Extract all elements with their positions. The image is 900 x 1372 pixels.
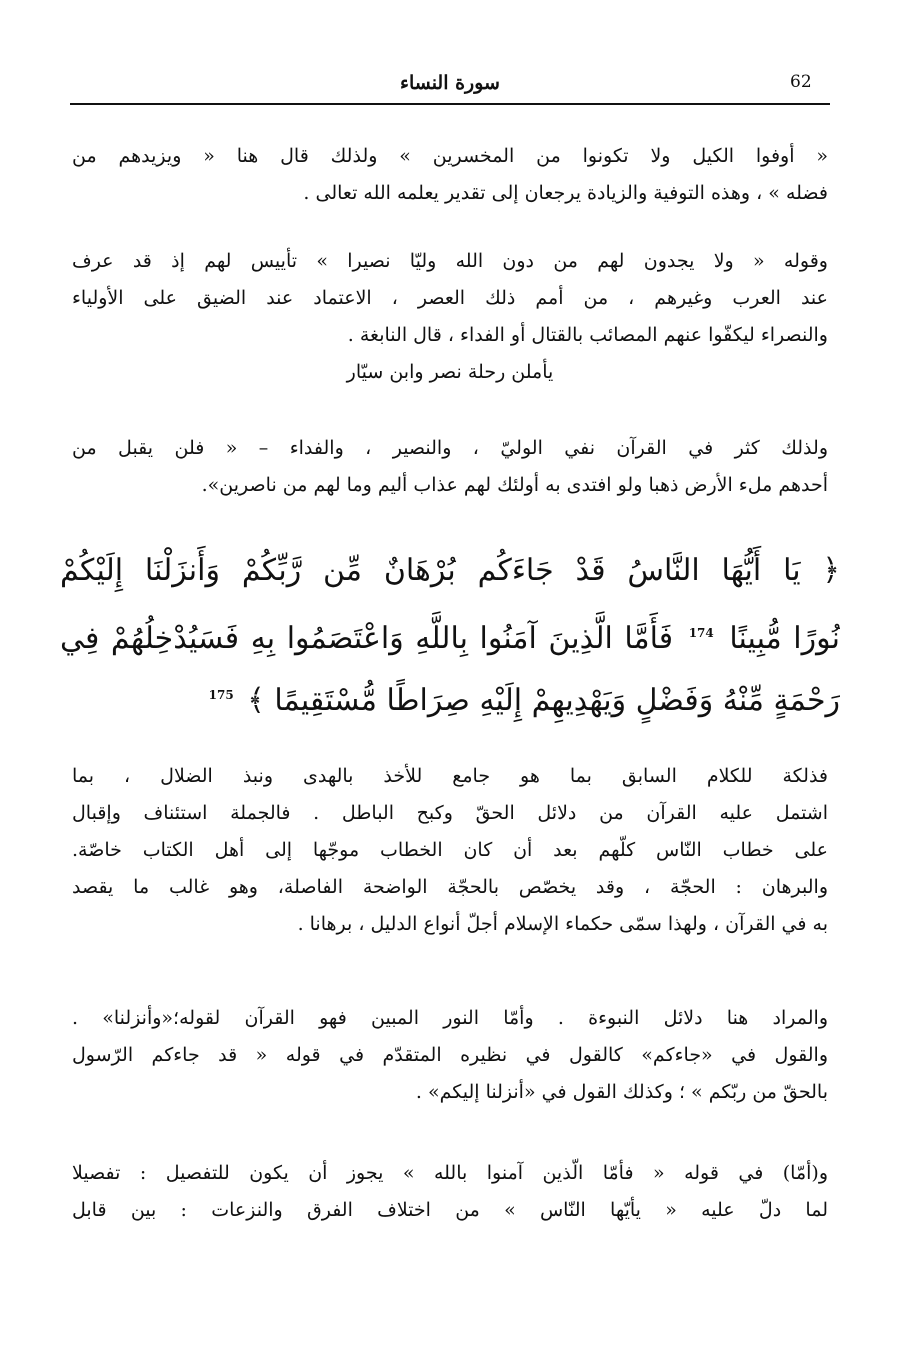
text-line: والمراد هنا دلائل النبوءة . وأمّا النور المبين فهو القرآن لقوله؛«وأنزلنا» . xyxy=(72,1007,828,1029)
text-line: والقول في «جاءكم» كالقول في نظيره المتقدّم في قوله « قد جاءكم الرّسول xyxy=(72,1044,828,1066)
paragraph-4 xyxy=(72,758,828,943)
text-line: لما دلّ عليه « يأيّها النّاس » من اختلاف الفرق والنزعات : بين قابل xyxy=(72,1199,828,1221)
text-line: والبرهان : الحجّة ، وقد يخصّص بالحجّة الواضحة الفاصلة، وهو غالب ما يقصد xyxy=(72,876,828,898)
verse-number-174: 174 xyxy=(688,626,714,640)
quran-verses xyxy=(60,540,840,726)
text-line: « أوفوا الكيل ولا تكونوا من المخسرين » ولذلك قال هنا « ويزيدهم من xyxy=(72,145,828,167)
text-line: اشتمل عليه القرآن من دلائل الحقّ وكبح الباطل . فالجملة استئناف وإقبال xyxy=(72,802,828,824)
text-line: والنصراء ليكفّوا عنهم المصائب بالقتال أو الفداء ، قال النابغة . xyxy=(347,324,828,346)
text-line: ولذلك كثر في القرآن نفي الوليّ ، والنصير ، والفداء – « فلن يقبل من xyxy=(72,437,828,459)
quran-fragment: رَحْمَةٍ مِّنْهُ وَفَضْلٍ وَيَهْدِيهِمْ إِلَيْهِ صِرَاطًا مُّسْتَقِيمًا ﴾ xyxy=(247,683,840,718)
quran-line: ﴿ يَا أَيُّهَا النَّاسُ قَدْ جَاءَكُم بُرْهَانٌ مِّن رَّبِّكُمْ وَأَنزَلْنَا إِلَيْكُمْ xyxy=(60,553,840,588)
paragraph-5 xyxy=(72,1000,828,1111)
paragraph-3 xyxy=(72,430,828,504)
paragraph-6 xyxy=(72,1155,828,1229)
text-line: أحدهم ملء الأرض ذهبا ولو افتدى به أولئك لهم عذاب أليم وما لهم من ناصرين». xyxy=(201,474,828,496)
text-line: و(أمّا) في قوله « فأمّا الّذين آمنوا بالله » يجوز أن يكون للتفصيل : تفصيلا xyxy=(72,1162,828,1184)
verse-number-175: 175 xyxy=(208,688,234,702)
text-line: وقوله « ولا يجدون لهم من دون الله وليّا نصيرا » تأييس لهم إذ قد عرف xyxy=(72,250,828,272)
text-line: فذلكة للكلام السابق بما هو جامع للأخذ بالهدى ونبذ الضلال ، بما xyxy=(72,765,828,787)
text-line: بالحقّ من ربّكم » ؛ وكذلك القول في «أنزلنا إليكم» . xyxy=(415,1081,828,1103)
text-line: فضله » ، وهذه التوفية والزيادة يرجعان إلى تقدير يعلمه الله تعالى . xyxy=(303,182,828,204)
text-line: به في القرآن ، ولهذا سمّى حكماء الإسلام أجلّ أنواع الدليل ، برهانا . xyxy=(297,913,828,935)
paragraph-1 xyxy=(72,138,828,212)
paragraph-2 xyxy=(72,243,828,391)
poetry-verse: يأملن رحلة نصر وابن سيّار xyxy=(346,361,554,383)
text-line: عند العرب وغيرهم ، من أمم ذلك العصر ، الاعتماد عند الضيق على الأولياء xyxy=(72,287,828,309)
page-number: 62 xyxy=(790,72,812,92)
quran-fragment: فَأَمَّا الَّذِينَ آمَنُوا بِاللَّهِ وَاعْتَصَمُوا بِهِ فَسَيُدْخِلُهُمْ فِي xyxy=(60,621,674,656)
quran-fragment: نُورًا مُّبِينًا xyxy=(729,621,840,656)
running-title: سورة النساء xyxy=(400,72,500,94)
quran-line xyxy=(60,664,840,726)
text-line: على خطاب النّاس كلّهم بعد أن كان الخطاب موجّها إلى أهل الكتاب خاصّة. xyxy=(72,839,828,861)
quran-line xyxy=(60,602,840,664)
header-rule xyxy=(70,103,830,105)
